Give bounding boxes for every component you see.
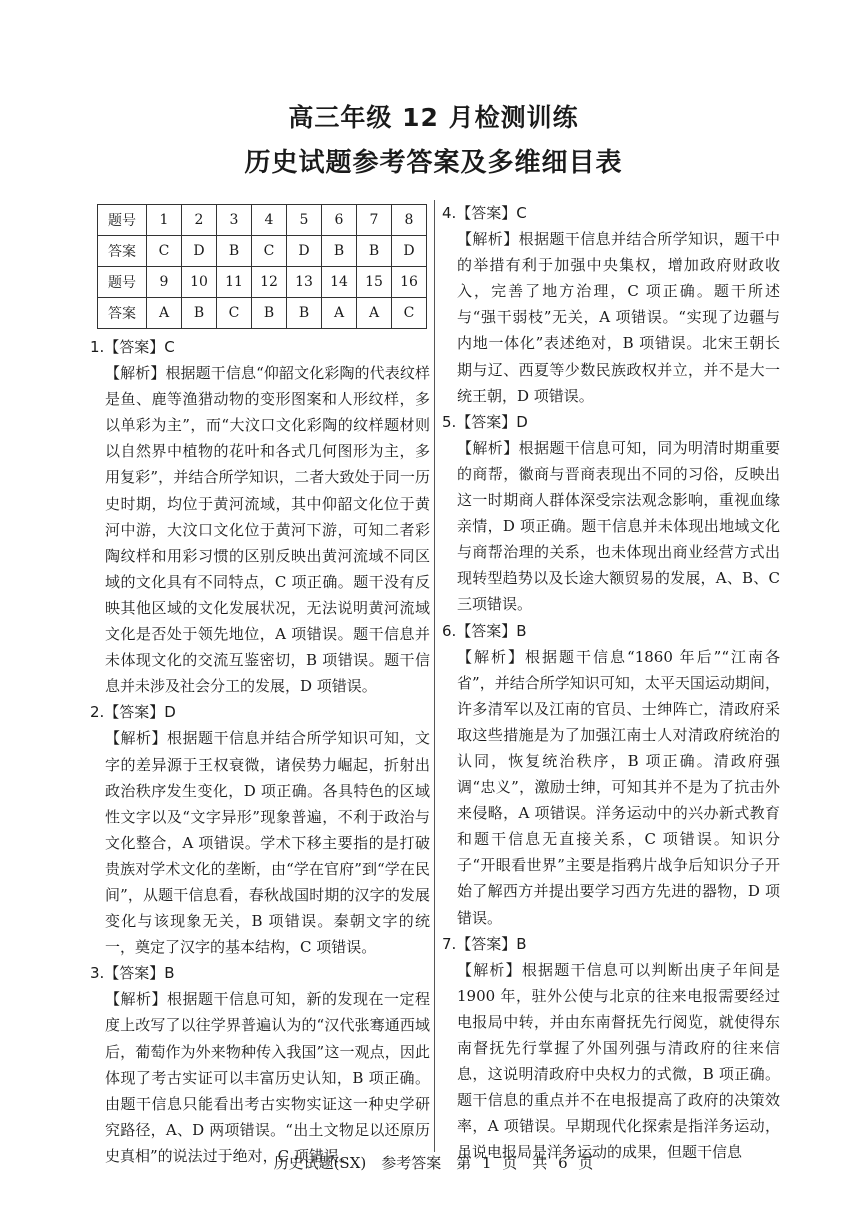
table-row-header: 题号 bbox=[98, 267, 147, 298]
table-row-header: 答案 bbox=[98, 236, 147, 267]
table-cell: 13 bbox=[287, 267, 322, 298]
table-cell: 12 bbox=[252, 267, 287, 298]
answer-heading: 1.【答案】C bbox=[90, 338, 175, 356]
question-block-6 bbox=[442, 618, 780, 931]
analysis-text: 【解析】根据题干信息并结合所学知识可知，文字的差异源于王权衰微，诸侯势力崛起，折射出政治秩序发生变化，D 项正确。各具特色的区域性文字以及“文字异形”现象普遍，不利于政治与文化整合，A 项错误。学术下移主要指的是打破贵族对学术文化的垄断，由“学在官府”到“学在民间”，从题干信息看，春秋战国时期的汉字的发展变化与该现象无关，B 项错误。秦朝文字的统一，奠定了汉字的基本结构，C 项错误。 bbox=[105, 729, 430, 957]
answer-heading: 4.【答案】C bbox=[442, 204, 527, 222]
table-cell: 1 bbox=[147, 205, 182, 236]
table-cell: B bbox=[357, 236, 392, 267]
analysis-text: 【解析】根据题干信息“仰韶文化彩陶的代表纹样是鱼、鹿等渔猎动物的变形图案和人形纹样，多以单彩为主”，而“大汶口文化彩陶的纹样题材则以自然界中植物的花叶和各式几何图形为主，多用复彩”，并结合所学知识，二者大致处于同一历史时期，均位于黄河流域，其中仰韶文化位于黄河中游，大汶口文化位于黄河下游，可知二者彩陶纹样和用彩习惯的区别反映出黄河流域不同区域的文化具有不同特点，C 项正确。题干没有反映其他区域的文化发展状况，无法说明黄河流域文化是否处于领先地位，A 项错误。题干信息并未体现文化的交流互鉴密切，B 项错误。题干信息并未涉及社会分工的发展，D 项错误。 bbox=[105, 364, 430, 696]
table-row bbox=[98, 236, 427, 267]
answer-heading: 5.【答案】D bbox=[442, 412, 528, 431]
table-cell: D bbox=[182, 236, 217, 267]
table-row-header: 答案 bbox=[98, 298, 147, 329]
table-cell: 2 bbox=[182, 205, 217, 236]
analysis-text: 【解析】根据题干信息可以判断出庚子年间是 1900 年，驻外公使与北京的往来电报需要经过电报局中转，并由东南督抚先行阅览，就使得东南督抚先行掌握了外国列强与清政府的往来信息，这说明清政府中央权力的式微，B 项正确。题干信息的重点并不在电报提高了政府的决策效率，A 项错误。早期现代化探索是指洋务运动，虽说电报局是洋务运动的成果，但题干信息 bbox=[457, 960, 780, 1162]
table-cell: A bbox=[357, 298, 392, 329]
table-cell: B bbox=[252, 298, 287, 329]
question-block-3 bbox=[90, 960, 430, 1169]
table-cell: A bbox=[322, 298, 357, 329]
analysis-text: 【解析】根据题干信息可知，新的发现在一定程度上改写了以往学界普遍认为的“汉代张骞通西域后，葡萄作为外来物种传入我国”这一观点，因此体现了考古实证可以丰富历史认知，B 项正确。由题干信息只能看出考古实物实证这一种史学研究路径，A、D 两项错误。“出土文物足以还原历史真相”的说法过于绝对，C 项错误。 bbox=[105, 990, 430, 1165]
table-row-header: 题号 bbox=[98, 205, 147, 236]
question-block-7 bbox=[442, 931, 780, 1166]
table-cell: B bbox=[322, 236, 357, 267]
table-cell: 10 bbox=[182, 267, 217, 298]
table-cell: 7 bbox=[357, 205, 392, 236]
table-cell: 8 bbox=[392, 205, 427, 236]
table-cell: D bbox=[392, 236, 427, 267]
answer-heading: 3.【答案】B bbox=[90, 964, 175, 983]
table-cell: C bbox=[147, 236, 182, 267]
left-column bbox=[90, 334, 430, 1169]
table-cell: C bbox=[252, 236, 287, 267]
table-cell: 6 bbox=[322, 205, 357, 236]
page-title: 高三年级 12 月检测训练 bbox=[288, 103, 579, 132]
table-cell: 9 bbox=[147, 267, 182, 298]
answer-heading: 7.【答案】B bbox=[442, 934, 527, 953]
analysis-text: 【解析】根据题干信息可知，同为明清时期重要的商帮，徽商与晋商表现出不同的习俗，反映出这一时期商人群体深受宗法观念影响，重视血缘亲情，D 项正确。题干信息并未体现出地域文化与商帮治理的关系，也未体现出商业经营方式出现转型趋势以及长途大额贸易的发展，A、B、C 三项错误。 bbox=[457, 438, 780, 614]
table-cell: B bbox=[287, 298, 322, 329]
table-cell: A bbox=[147, 298, 182, 329]
analysis-text: 【解析】根据题干信息“1860 年后”“江南各省”，并结合所学知识可知，太平天国运动期间，许多清军以及江南的官员、士绅阵亡，清政府采取这些措施是为了加强江南士人对清政府统治的认同，恢复统治秩序，B 项正确。清政府强调“忠义”，激励士绅，可知其并不是为了抗击外来侵略，A 项错误。洋务运动中的兴办新式教育和题干信息无直接关系，C 项错误。知识分子“开眼看世界”主要是指鸦片战争后知识分子开始了解西方并提出要学习西方先进的器物，D 项错误。 bbox=[457, 647, 780, 927]
table-cell: 14 bbox=[322, 267, 357, 298]
question-block-2 bbox=[90, 699, 430, 960]
column-divider bbox=[434, 200, 435, 1152]
table-cell: B bbox=[182, 298, 217, 329]
answer-heading: 2.【答案】D bbox=[90, 703, 176, 722]
table-cell: C bbox=[217, 298, 252, 329]
table-cell: B bbox=[217, 236, 252, 267]
table-row bbox=[98, 205, 427, 236]
question-block-5 bbox=[442, 409, 780, 618]
page-subtitle: 历史试题参考答案及多维细目表 bbox=[244, 148, 623, 178]
table-cell: 4 bbox=[252, 205, 287, 236]
table-cell: 5 bbox=[287, 205, 322, 236]
table-cell: C bbox=[392, 298, 427, 329]
right-column bbox=[442, 200, 780, 1165]
answer-table bbox=[97, 204, 427, 329]
page-footer: 历史试题(SX) 参考答案 第 1 页 共 6 页 bbox=[273, 1154, 594, 1172]
table-row bbox=[98, 298, 427, 329]
table-cell: 3 bbox=[217, 205, 252, 236]
table-row bbox=[98, 267, 427, 298]
table-cell: 16 bbox=[392, 267, 427, 298]
answer-heading: 6.【答案】B bbox=[442, 621, 527, 640]
question-block-4 bbox=[442, 200, 780, 409]
question-block-1 bbox=[90, 334, 430, 699]
table-cell: 11 bbox=[217, 267, 252, 298]
analysis-text: 【解析】根据题干信息并结合所学知识，题干中的举措有利于加强中央集权，增加政府财政收入，完善了地方治理，C 项正确。题干所述与“强干弱枝”无关，A 项错误。“实现了边疆与内地一体化”表述绝对，B 项错误。北宋王朝长期与辽、西夏等少数民族政权并立，并不是大一统王朝，D 项错误。 bbox=[457, 230, 780, 405]
table-cell: D bbox=[287, 236, 322, 267]
table-cell: 15 bbox=[357, 267, 392, 298]
